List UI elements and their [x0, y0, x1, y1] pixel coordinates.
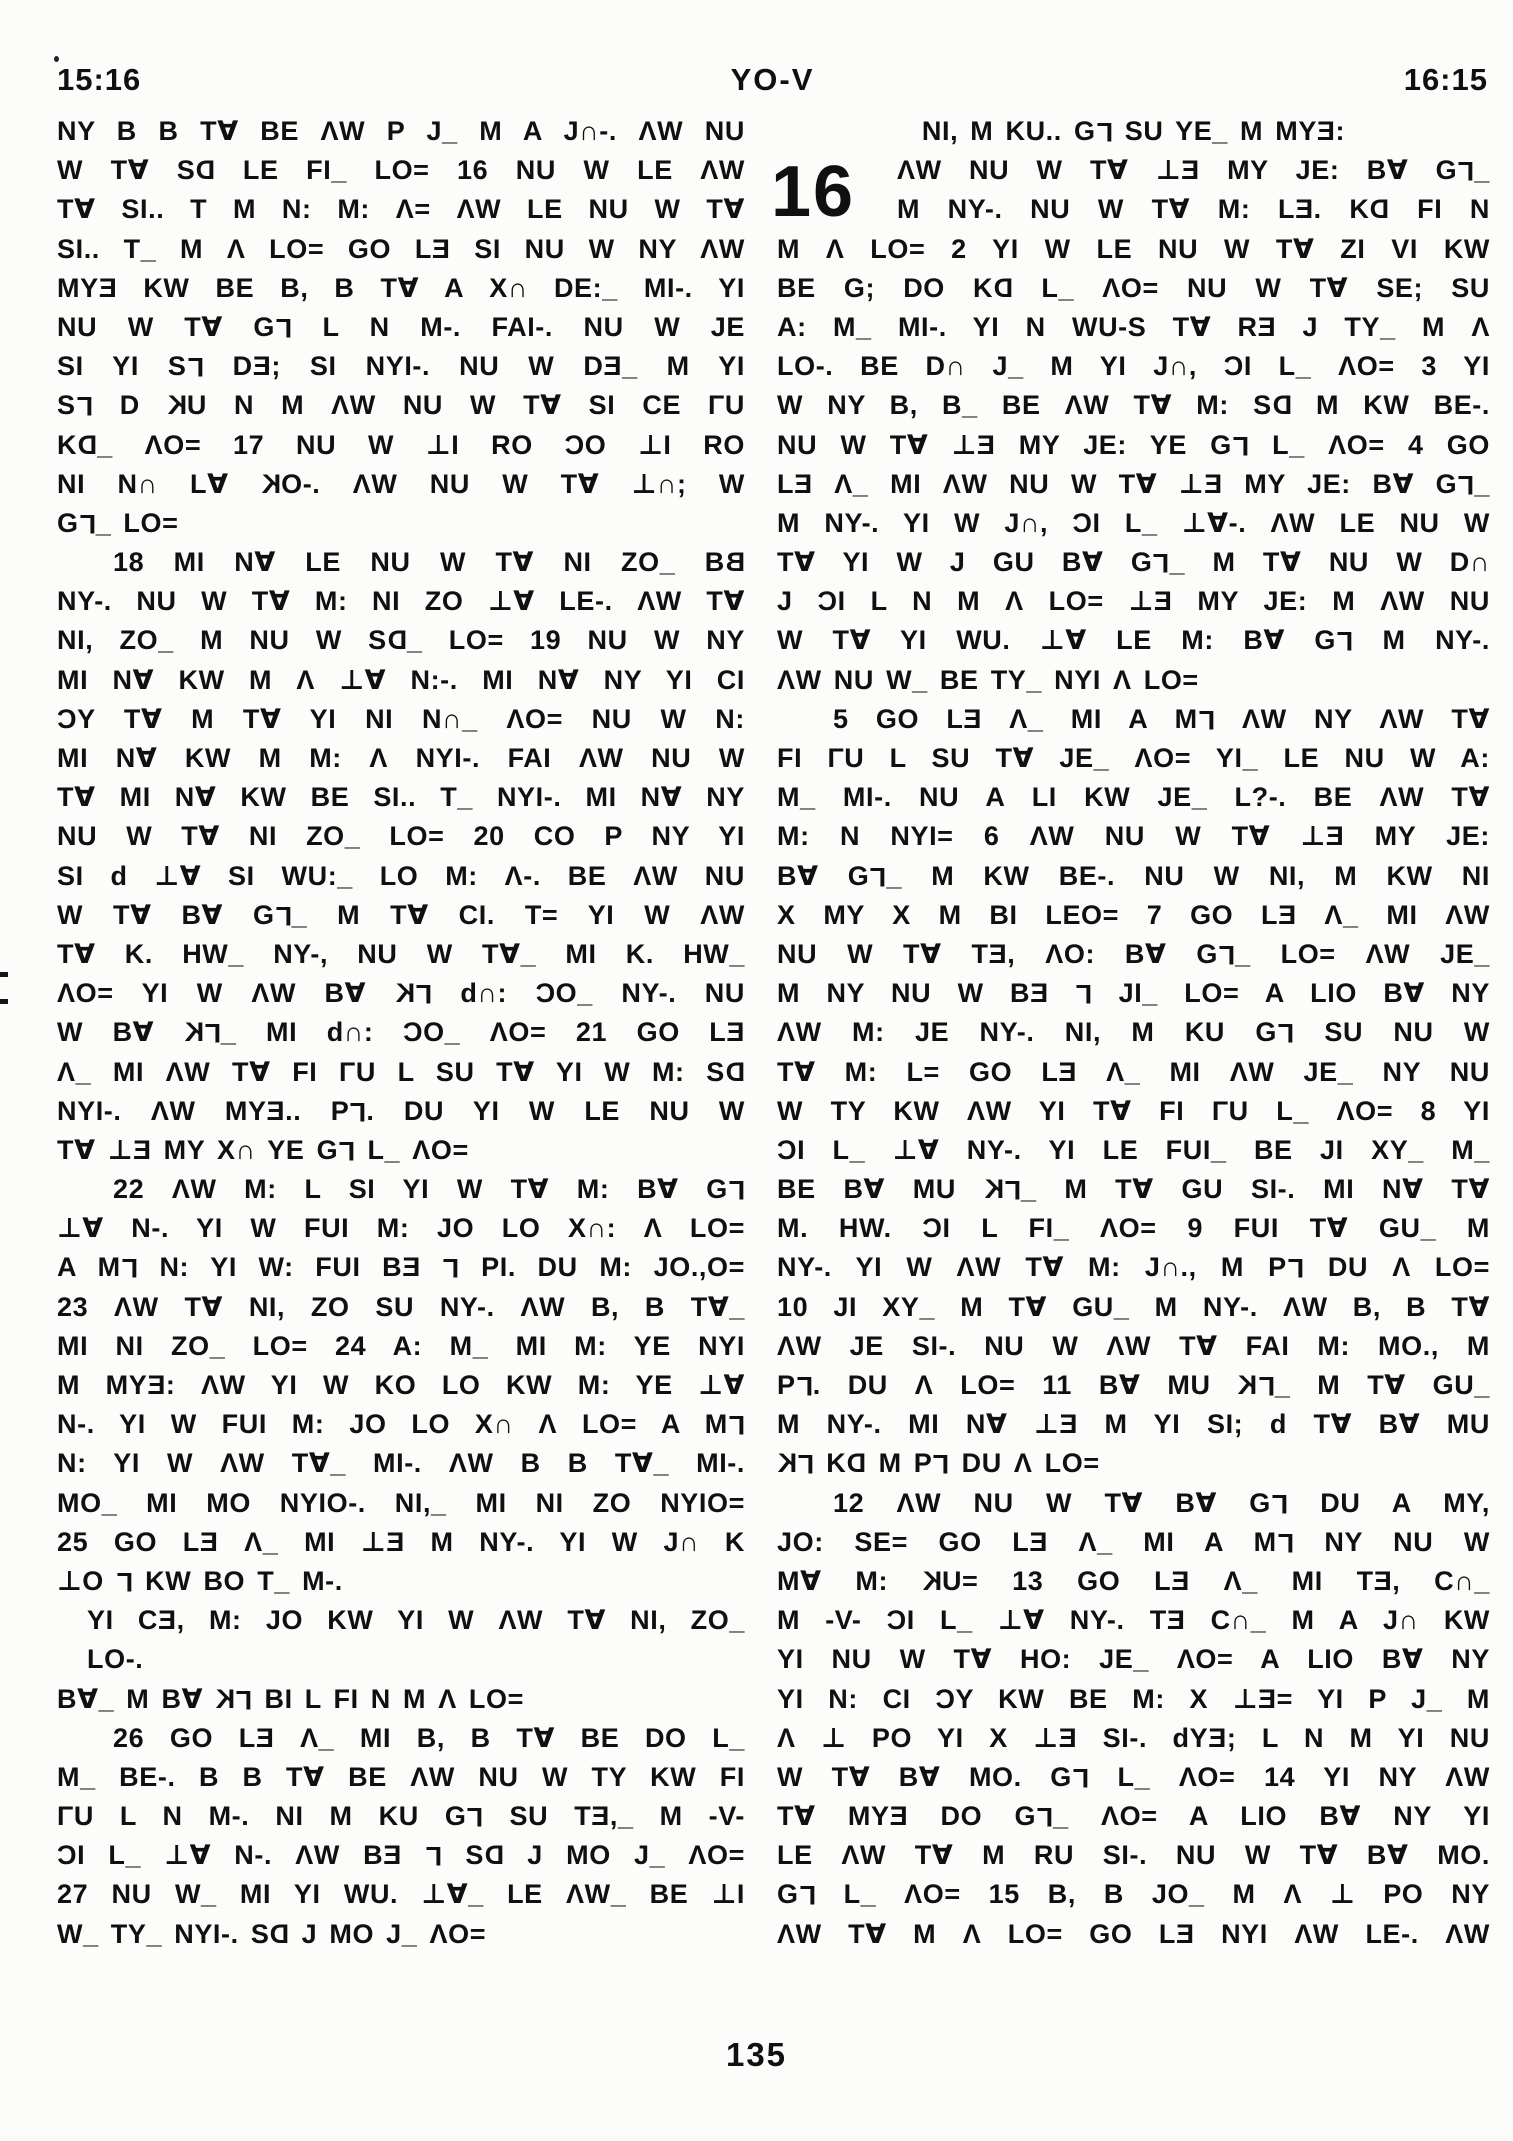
text-line: T∀ SI.. T M N: M: Ʌ= ɅW LE NU W T∀ — [57, 194, 745, 225]
turned-l-glyph: L — [1152, 548, 1170, 579]
turned-l-glyph: L — [1071, 1763, 1089, 1794]
page-number: 135 — [725, 2036, 788, 2073]
text-line: B∀_ M B∀ KL BI L FI N M Ʌ LO= — [57, 1680, 745, 1719]
text-line: NU W T∀ ⊥Ǝ MY JE: YE GL L_ ɅO= 4 GO — [777, 426, 1490, 465]
text-line: ɅW NU W_ BE TY_ NYI Ʌ LO= — [777, 664, 1199, 695]
turned-l-glyph: L — [795, 1371, 813, 1402]
text-line: M∀ M: KU= 13 GO LƎ Ʌ_ MI TƎ, C∩_ — [777, 1562, 1490, 1601]
mirrored-d-glyph: D — [993, 272, 1014, 303]
text-line: GL L_ ɅO= 15 B, B JO_ M Ʌ ⊥ PO NY — [777, 1875, 1490, 1914]
text-line: B∀ GL_ M KW BE-. NU W NI, M KW NI — [777, 857, 1490, 896]
mirrored-k-glyph: K — [921, 1565, 942, 1596]
text-line: BE B∀ MU KL_ M T∀ GU SI-. MI N∀ T∀ — [777, 1170, 1490, 1209]
text-line: LE ɅW T∀ M RU SI-. NU W T∀ B∀ MO. — [777, 1840, 1490, 1871]
mirrored-d-glyph: D — [724, 1056, 745, 1087]
chapter-number-dropcap: 16 — [771, 152, 856, 232]
text-line: ƆI L_ ⊥∀ NY-. YI LE FUI_ BE JI XY_ M_ — [777, 1134, 1490, 1165]
turned-l-glyph: L — [1270, 1488, 1288, 1519]
turned-l-glyph: L — [186, 352, 204, 383]
text-line: Ʌ ⊥ PO YI X ⊥Ǝ SI-. dYƎ; L N M YI NU — [777, 1722, 1490, 1753]
turned-l-glyph: L — [414, 979, 432, 1010]
text-line: W T∀ SD LE FI_ LO= 16 NU W LE ɅW — [57, 151, 745, 190]
text-line: W B∀ KL_ MI d∩: ƆO_ ɅO= 21 GO LƎ — [57, 1013, 745, 1052]
turned-l-glyph: L — [932, 1449, 950, 1480]
chapter-verse-ref-right: 16:15 — [1403, 62, 1488, 97]
text-line: 12 ɅW NU W T∀ B∀ GL DU A MY, — [777, 1484, 1490, 1523]
text-line: NI N∩ L∀ KO-. ɅW NU W T∀ ⊥∩; W — [57, 465, 745, 504]
text-line: W T∀ YI WU. ⊥∀ LE M: B∀ GL M NY-. — [777, 621, 1490, 660]
turned-l-glyph: L — [1003, 1175, 1021, 1206]
text-line: J ƆI L N M Ʌ LO= ⊥Ǝ MY JE: M ɅW NU — [777, 586, 1490, 617]
text-line: T∀ MYƎ DO GL_ ɅO= A LIO B∀ NY YI — [777, 1797, 1490, 1836]
turned-l-glyph: L — [425, 1841, 443, 1872]
mirrored-b-glyph: B — [724, 547, 745, 578]
text-line: T∀ YI W J GU B∀ GL_ M T∀ NU W D∩ — [777, 543, 1490, 582]
text-line: N-. YI W FUI M: JO LO X∩ Ʌ LO= A ML — [57, 1405, 745, 1444]
turned-l-glyph: L — [1286, 1253, 1304, 1284]
text-line: M NY-. MI N∀ ⊥Ǝ M YI SI; d T∀ B∀ MU — [777, 1409, 1490, 1440]
text-line: W TY KW ɅW YI T∀ FI ΓU L_ ɅO= 8 YI — [777, 1095, 1490, 1126]
turned-l-glyph: L — [338, 1136, 356, 1167]
right-text-column — [771, 112, 1490, 1954]
text-line: SI.. T_ M Ʌ LO= GO LƎ SI NU W NY ɅW — [57, 233, 745, 264]
text-line: ƆY T∀ M T∀ YI NI N∩_ ɅO= NU W N: — [57, 703, 745, 734]
scan-artifact-mark — [0, 972, 8, 1004]
text-line: NYI-. ɅW MYƎ.. PL. DU YI W LE NU W — [57, 1092, 745, 1131]
text-line: T∀ K. HW_ NY-, NU W T∀_ MI K. HW_ — [57, 938, 745, 969]
text-line: BE G; DO KD L_ ɅO= NU W T∀ SE; SU — [777, 269, 1490, 308]
text-line: A: M_ MI-. YI N WU-S T∀ RƎ J TY_ M Ʌ — [777, 311, 1490, 342]
mirrored-d-glyph: D — [386, 625, 407, 656]
text-line: NY-. YI W ɅW T∀ M: J∩., M PL DU Ʌ LO= — [777, 1248, 1490, 1287]
text-line: YI CƎ, M: JO KW YI W ɅW T∀ NI, ZO_ — [87, 1605, 745, 1636]
text-line: 22 ɅW M: L SI YI W T∀ M: B∀ GL — [57, 1170, 745, 1209]
text-line: NI, ZO_ M NU W SD_ LO= 19 NU W NY — [57, 621, 745, 660]
text-line: 18 MI N∀ LE NU W T∀ NI ZO_ BB — [57, 543, 745, 582]
turned-l-glyph: L — [1218, 940, 1236, 971]
text-line: NU W T∀ GL L N M-. FAI-. NU W JE — [57, 308, 745, 347]
text-line: 10 JI XY_ M T∀ GU_ M NY-. ɅW B, B T∀ — [777, 1291, 1490, 1322]
turned-l-glyph: L — [1276, 1527, 1294, 1558]
text-line: ɅW T∀ M Ʌ LO= GO LƎ NYI ɅW LE-. ɅW — [777, 1918, 1490, 1949]
text-line: MYƎ KW BE B, B T∀ A X∩ DE:_ MI-. YI — [57, 272, 745, 303]
text-line: MO_ MI MO NYIO-. NI,_ MI NI ZO NYIO= — [57, 1487, 745, 1518]
turned-l-glyph: L — [442, 1253, 460, 1284]
text-line: 5 GO LƎ Ʌ_ MI A ML ɅW NY ɅW T∀ — [777, 700, 1490, 739]
text-line: JO: SE= GO LƎ Ʌ_ MI A ML NY NU W — [777, 1523, 1490, 1562]
text-line: T∀ MI N∀ KW BE SI.. T_ NYI-. MI N∀ NY — [57, 782, 745, 813]
text-line: YI N: CI ƆY KW BE M: X ⊥Ǝ= YI P J_ M — [777, 1683, 1490, 1714]
text-line: LƎ Ʌ_ MI ɅW NU W T∀ ⊥Ǝ MY JE: B∀ GL_ — [777, 465, 1490, 504]
turned-l-glyph: L — [235, 1684, 253, 1715]
text-line: ɅW M: JE NY-. NI, M KU GL SU NU W — [777, 1013, 1490, 1052]
text-line: Ʌ_ MI ɅW T∀ FI ΓU L SU T∀ YI W M: SD — [57, 1053, 745, 1092]
text-line: M NY NU W BƎ L JI_ LO= A LIO B∀ NY — [777, 974, 1490, 1013]
text-line: ƆI L_ ⊥∀ N-. ɅW BƎ L SD J MO J_ ɅO= — [57, 1836, 745, 1875]
turned-l-glyph: L — [274, 900, 292, 931]
text-line: LO-. BE D∩ J_ M YI J∩, ƆI L_ ɅO= 3 YI — [777, 351, 1490, 382]
text-line: LO-. — [87, 1644, 144, 1675]
mirrored-k-glyph: K — [394, 978, 415, 1009]
text-line: W T∀ B∀ GL_ M T∀ CI. T= YI W ɅW — [57, 896, 745, 935]
left-text-column — [57, 112, 745, 1954]
text-line: ɅO= YI W ɅW B∀ KL d∩: ƆO_ NY-. NU — [57, 974, 745, 1013]
text-line: MI NI ZO_ LO= 24 A: M_ MI M: YE NYI — [57, 1330, 745, 1361]
text-line: W NY B, B_ BE ɅW T∀ M: SD M KW BE-. — [777, 386, 1490, 425]
mirrored-k-glyph: K — [260, 468, 282, 499]
text-line: MI N∀ KW M M: Ʌ NYI-. FAI ɅW NU W — [57, 743, 745, 773]
text-line: M_ BE-. B B T∀ BE ɅW NU W TY KW FI — [57, 1761, 745, 1792]
text-line: A ML N: YI W: FUI BƎ L PI. DU M: JO.,O= — [57, 1248, 745, 1287]
text-line: N: YI W ɅW T∀_ MI-. ɅW B B T∀_ MI-. — [57, 1448, 745, 1479]
text-line: M MYƎ: ɅW YI W KO LO KW M: YE ⊥∀ — [57, 1370, 745, 1400]
text-line: NU W T∀ NI ZO_ LO= 20 CO P NY YI — [57, 821, 745, 852]
text-line: ⊥∀ N-. YI W FUI M: JO LO X∩: Ʌ LO= — [57, 1213, 745, 1244]
mirrored-k-glyph: K — [983, 1174, 1004, 1205]
turned-l-glyph: L — [1231, 430, 1249, 461]
turned-l-glyph: L — [797, 1449, 815, 1480]
mirrored-d-glyph: D — [269, 1918, 290, 1949]
text-line: M NY-. YI W J∩, ƆI L_ ⊥∀-. ɅW LE NU W — [777, 507, 1490, 538]
turned-l-glyph: L — [203, 1018, 221, 1049]
mirrored-d-glyph: D — [1369, 194, 1390, 225]
mirrored-d-glyph: D — [77, 429, 98, 460]
turned-l-glyph: L — [798, 1880, 816, 1911]
text-line: SI YI SL DƎ; SI NYI-. NU W DƎ_ M YI — [57, 347, 745, 386]
turned-l-glyph: L — [1095, 117, 1113, 148]
text-line: M NY-. NU W T∀ M: LƎ. KD FI N — [777, 190, 1490, 229]
text-line: SL D KU N M ɅW NU W T∀ SI CE ΓU — [57, 386, 745, 425]
text-line: M_ MI-. NU A LI KW JE_ L?-. BE ɅW T∀ — [777, 782, 1490, 813]
text-line: PL. DU Ʌ LO= 11 B∀ MU KL_ M T∀ GU_ — [777, 1366, 1490, 1405]
text-line: 27 NU W_ MI YI WU. ⊥∀_ LE ɅW_ BE ⊥I — [57, 1879, 745, 1910]
text-line: NY B B T∀ BE ɅW P J_ M A J∩-. ɅW NU — [57, 116, 745, 146]
text-line: ΓU L N M-. NI M KU GL SU TƎ,_ M -V- — [57, 1797, 745, 1836]
mirrored-k-glyph: K — [215, 1683, 236, 1714]
text-line: MI N∀ KW M Ʌ ⊥∀ N:-. MI N∀ NY YI CI — [57, 664, 745, 695]
text-line: GL_ LO= — [57, 504, 745, 543]
text-line: ⊥O L KW BO T_ M-. — [57, 1562, 745, 1601]
turned-l-glyph: L — [1457, 156, 1475, 187]
text-line: 23 ɅW T∀ NI, ZO SU NY-. ɅW B, B T∀_ — [57, 1291, 745, 1322]
turned-l-glyph: L — [75, 391, 93, 422]
text-line: FI ΓU L SU T∀ JE_ ɅO= YI_ LE NU W A: — [777, 743, 1490, 773]
turned-l-glyph: L — [1336, 626, 1354, 657]
text-line: YI NU W T∀ HO: JE_ ɅO= A LIO B∀ NY — [777, 1644, 1490, 1675]
text-line: M: N NYI= 6 ɅW NU W T∀ ⊥Ǝ MY JE: — [777, 821, 1490, 852]
turned-l-glyph: L — [466, 1802, 484, 1833]
turned-l-glyph: L — [727, 1410, 745, 1441]
right-column-lines — [777, 151, 1490, 1954]
text-line: SI d ⊥∀ SI WU:_ LO M: Ʌ-. BE ɅW NU — [57, 860, 745, 891]
text-line: 26 GO LƎ Ʌ_ MI B, B T∀ BE DO L_ — [113, 1722, 745, 1753]
text-line: 25 GO LƎ Ʌ_ MI ⊥Ǝ M NY-. YI W J∩ K — [57, 1526, 745, 1557]
text-line: NU W T∀ TƎ, ɅO: B∀ GL_ LO= ɅW JE_ — [777, 935, 1490, 974]
turned-l-glyph: L — [1075, 979, 1093, 1010]
mirrored-d-glyph: D — [195, 155, 216, 186]
turned-l-glyph: L — [349, 1096, 367, 1127]
text-line: ɅW NU W T∀ ⊥Ǝ MY JE: B∀ GL_ — [777, 151, 1490, 190]
mirrored-k-glyph: K — [777, 1448, 798, 1479]
turned-l-glyph: L — [115, 1567, 134, 1598]
text-line: KL KD M PL DU Ʌ LO= — [777, 1444, 1490, 1483]
running-header — [57, 62, 1488, 102]
mirrored-d-glyph: D — [1271, 390, 1292, 421]
text-line: X MY X M BI LEO= 7 GO LƎ Ʌ_ MI ɅW — [777, 899, 1490, 930]
turned-l-glyph: L — [1197, 705, 1215, 736]
text-line: M Ʌ LO= 2 YI W LE NU W T∀ ZI VI KW — [777, 233, 1490, 264]
turned-l-glyph: L — [727, 1175, 745, 1206]
turned-l-glyph: L — [78, 509, 96, 540]
turned-l-glyph: L — [274, 313, 293, 344]
text-line: M -V- ƆI L_ ⊥∀ NY-. TƎ C∩_ M A J∩ KW — [777, 1605, 1490, 1636]
text-line: KD_ ɅO= 17 NU W ⊥I RO ƆO ⊥I RO — [57, 426, 745, 465]
turned-l-glyph: L — [120, 1253, 138, 1284]
text-line: NY-. NU W T∀ M: NI ZO ⊥∀ LE-. ɅW T∀ — [57, 586, 745, 617]
text-line: W T∀ B∀ MO. GL L_ ɅO= 14 YI NY ɅW — [777, 1758, 1490, 1797]
mirrored-k-glyph: K — [183, 1017, 204, 1048]
chapter-verse-ref-left: 15:16 — [57, 62, 142, 97]
turned-l-glyph: L — [1457, 469, 1475, 500]
text-line: T∀ M: L= GO LƎ Ʌ_ MI ɅW JE_ NY NU — [777, 1056, 1490, 1087]
section-heading: NI, M KU.. GL SU YE_ M MYƎ: — [777, 112, 1490, 151]
turned-l-glyph: L — [869, 861, 887, 892]
mirrored-k-glyph: K — [166, 390, 187, 421]
mirrored-d-glyph: D — [483, 1840, 505, 1871]
text-line: M. HW. ƆI L FI_ ɅO= 9 FUI T∀ GU_ M — [777, 1213, 1490, 1244]
book-title: YO-V — [730, 62, 815, 97]
mirrored-d-glyph: D — [846, 1448, 867, 1479]
text-line: W_ TY_ NYI-. SD J MO J_ ɅO= — [57, 1915, 745, 1954]
turned-l-glyph: L — [1257, 1371, 1275, 1402]
mirrored-k-glyph: K — [1237, 1370, 1258, 1400]
turned-l-glyph: L — [1276, 1018, 1295, 1049]
turned-l-glyph: L — [1036, 1802, 1054, 1833]
scan-artifact-dot — [54, 56, 59, 62]
text-line: ɅW JE SI-. NU W ɅW T∀ FAI M: MO., M — [777, 1330, 1490, 1361]
text-line: T∀ ⊥Ǝ MY X∩ YE GL L_ ɅO= — [57, 1131, 745, 1170]
